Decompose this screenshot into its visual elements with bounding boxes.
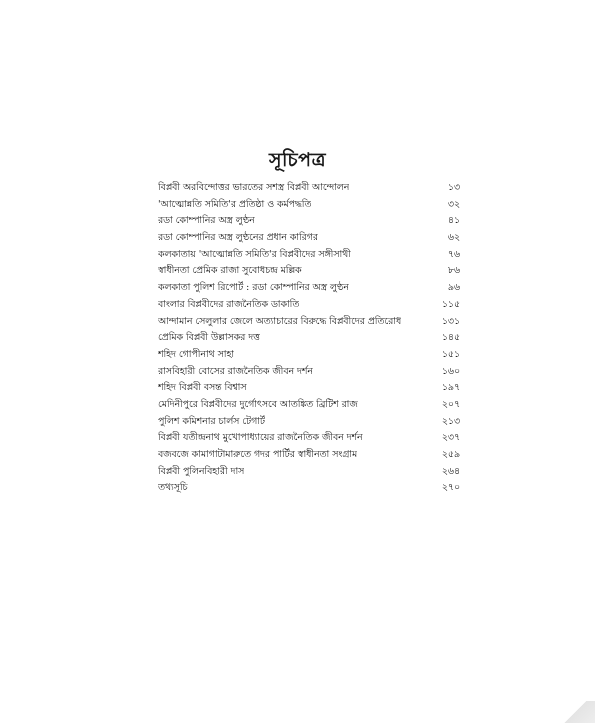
toc-entry-title: রডা কোম্পানির অস্ত্র লুণ্ঠন <box>158 215 255 227</box>
toc-entry-title: কলকাতায় 'আত্মোন্নতি সমিতি'র বিপ্লবীদের সঙ্গীসাথী <box>158 248 351 260</box>
toc-page-number: ১৪৫ <box>441 332 460 344</box>
toc-entry <box>158 447 460 464</box>
page-corner-fold <box>555 701 595 723</box>
page-title: সূচিপত্র <box>268 149 327 171</box>
toc-entry <box>158 263 460 280</box>
toc-page-number: ৮৬ <box>447 265 460 277</box>
toc-entry-title: বিপ্লবী অরবিন্দোত্তর ভারতের সশস্ত্র বিপ্লবী আন্দোলন <box>158 182 350 193</box>
toc-entry <box>158 180 460 197</box>
toc-entry <box>158 280 460 297</box>
toc-entry-title: স্বাধীনতা প্রেমিক রাজা সুবোধচন্দ্র মল্লিক <box>158 265 302 277</box>
toc-entry <box>158 414 460 431</box>
toc-entry <box>158 197 460 214</box>
toc-page-number: ২৭০ <box>441 482 460 494</box>
toc-entry-title: পুলিশ কমিশনার চার্লস টেগার্ট <box>158 415 265 427</box>
toc-entry <box>158 330 460 347</box>
toc-entry <box>158 297 460 314</box>
toc-entry-title: রাসবিহারী বোসের রাজনৈতিক জীবন দর্শন <box>158 365 313 377</box>
toc-entry-title: মেদিনীপুরে বিপ্লবীদের দুর্গোৎসবে আতঙ্কিত ব্রিটিশ রাজ <box>158 398 358 410</box>
toc-page-number: ২০৭ <box>441 398 460 410</box>
toc-page-number: ১৬০ <box>441 365 460 377</box>
table-of-contents <box>158 180 460 497</box>
toc-page-number: ১৩ <box>447 182 460 193</box>
toc-entry-title: কলকাতা পুলিশ রিপোর্ট : রডা কোম্পানির অস্ত্র লুণ্ঠন <box>158 282 349 294</box>
toc-page-number: ৬২ <box>447 232 460 244</box>
toc-entry-title: বাংলার বিপ্লবীদের রাজনৈতিক ডাকাতি <box>158 298 300 310</box>
toc-entry <box>158 480 460 497</box>
toc-entry <box>158 247 460 264</box>
toc-entry-title: তথ্যসূচি <box>158 482 188 494</box>
toc-page-number: ১৩১ <box>441 315 460 327</box>
toc-entry-title: বিপ্লবী যতীন্দ্রনাথ মুখোপাধ্যায়ের রাজনৈতিক জীবন দর্শন <box>158 432 363 444</box>
toc-page-number: ৭৬ <box>447 248 460 260</box>
toc-entry-title: প্রেমিক বিপ্লবী উল্লাসকর দত্ত <box>158 332 260 344</box>
toc-entry <box>158 464 460 481</box>
toc-page-number: ২৫৯ <box>441 449 460 460</box>
toc-page-number: ২৩৭ <box>441 432 460 444</box>
toc-entry-title: বিপ্লবী পুলিনবিহারী দাস <box>158 465 245 477</box>
toc-entry <box>158 213 460 230</box>
toc-page-number: ২১৩ <box>441 415 460 427</box>
toc-entry-title: বজবজে কামাগাটামারুতে গদর পার্টির স্বাধীনতা সংগ্রাম <box>158 449 358 460</box>
toc-entry <box>158 380 460 397</box>
toc-entry-title: আন্দামান সেলুলার জেলে অত্যাচারের বিরুদ্ধে বিপ্লবীদের প্রতিরোধ <box>158 315 402 327</box>
toc-page-number: ৩২ <box>447 198 460 210</box>
toc-entry <box>158 230 460 247</box>
toc-page-number: ২৬৪ <box>441 465 460 477</box>
toc-entry <box>158 347 460 364</box>
toc-entry-title: শহিদ বিপ্লবী বসন্ত বিশ্বাস <box>158 382 247 394</box>
toc-page-number: ১৯৭ <box>441 382 460 394</box>
toc-entry <box>158 430 460 447</box>
toc-entry <box>158 364 460 381</box>
toc-page-number: ৪১ <box>447 215 460 227</box>
toc-entry-title: রডা কোম্পানির অস্ত্র লুণ্ঠনের প্রধান কারিগর <box>158 232 318 244</box>
toc-entry-title: শহিদ গোপীনাথ সাহা <box>158 348 235 360</box>
toc-entry <box>158 314 460 331</box>
toc-page-number: ১৫১ <box>441 348 460 360</box>
toc-page-number: ৯৬ <box>447 282 460 294</box>
toc-entry-title: 'আত্মোন্নতি সমিতি'র প্রতিষ্ঠা ও কর্মপদ্ধতি <box>158 198 312 210</box>
toc-page-number: ১১৫ <box>441 298 460 310</box>
toc-entry <box>158 397 460 414</box>
